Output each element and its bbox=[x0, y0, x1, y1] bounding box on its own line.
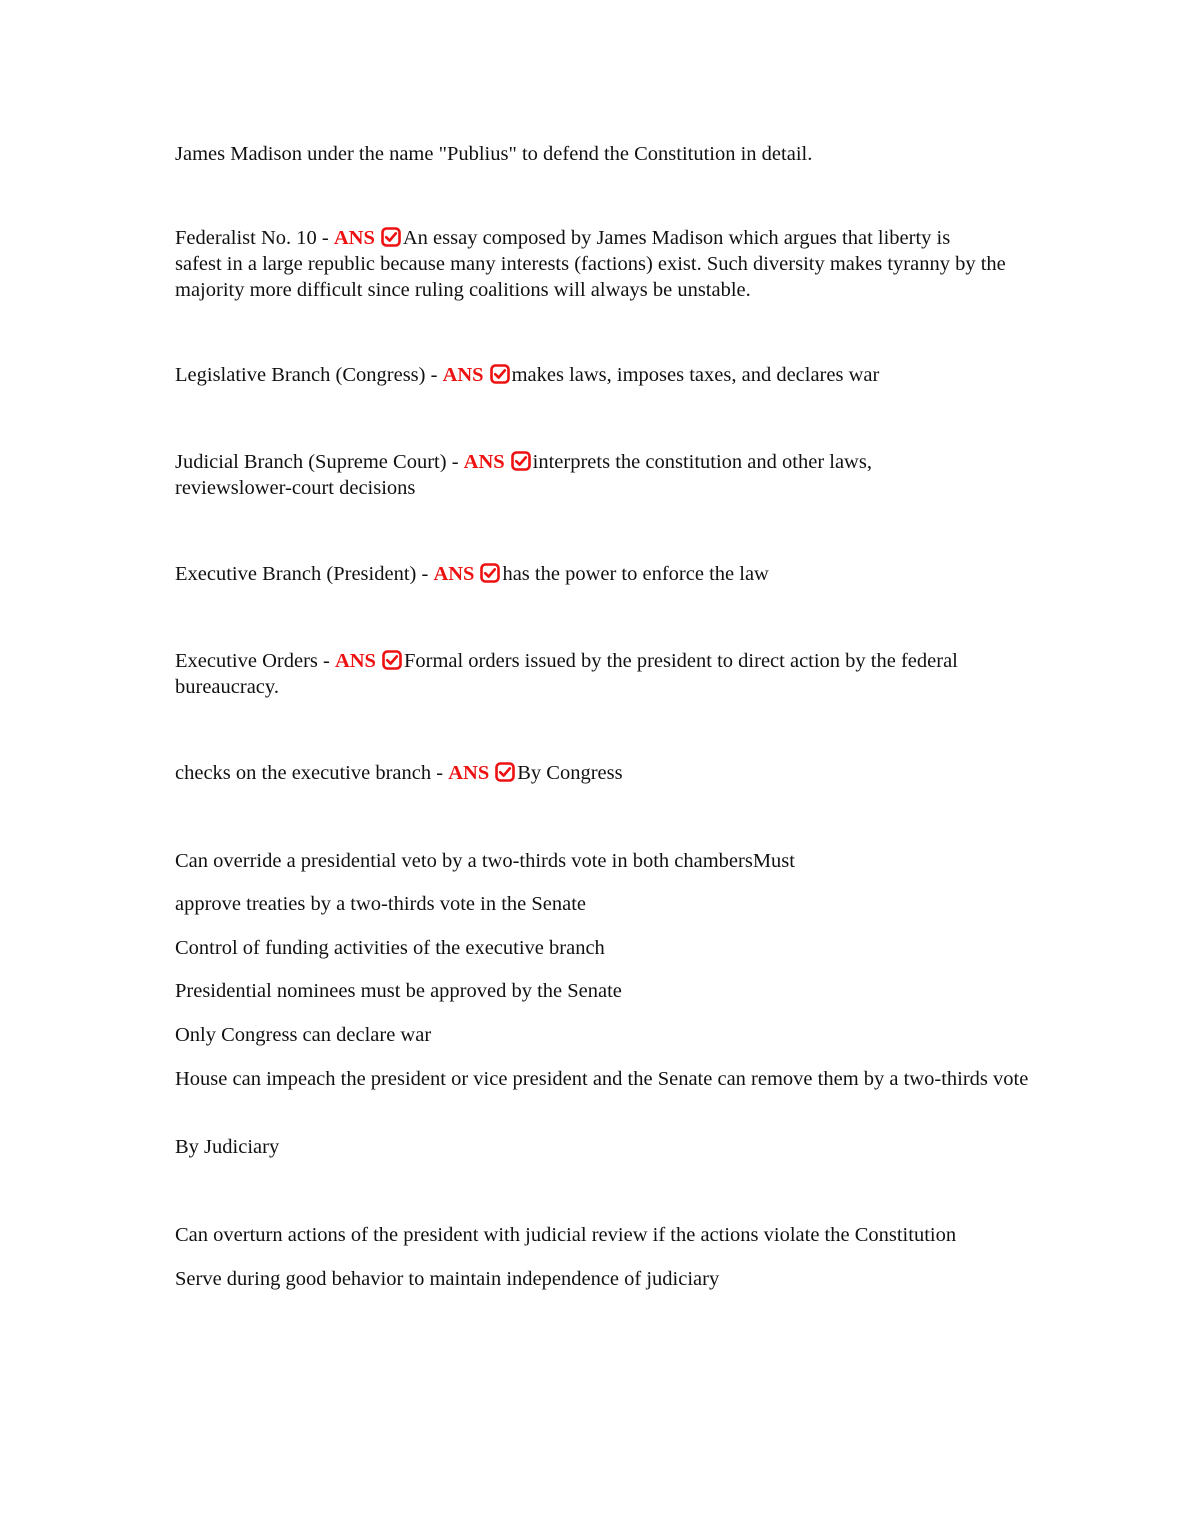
ans-label: ANS bbox=[442, 364, 484, 386]
intro-line: James Madison under the name "Publius" to defend the Constitution in detail. bbox=[175, 143, 813, 165]
qa-term: Legislative Branch (Congress) bbox=[175, 364, 426, 386]
qa-separator: - bbox=[316, 227, 334, 249]
list-item: House can impeach the president or vice president and the Senate can remove them by a two-thirds vote bbox=[175, 1068, 1029, 1090]
list-item: approve treaties by a two-thirds vote in the Senate bbox=[175, 893, 587, 915]
qa-answer-line1: Formal orders issued by the president to direct action by the federal bbox=[403, 650, 958, 672]
qa-entry-checks-executive bbox=[175, 760, 1035, 786]
check-box-icon bbox=[480, 563, 500, 583]
qa-entry-executive-orders bbox=[175, 648, 1035, 700]
qa-separator: - bbox=[317, 650, 335, 672]
check-box-icon bbox=[382, 650, 402, 670]
list-item: Only Congress can declare war bbox=[175, 1024, 432, 1046]
qa-answer-line1: By Congress bbox=[517, 762, 623, 784]
ans-label: ANS bbox=[448, 762, 490, 784]
list-item: By Judiciary bbox=[175, 1136, 280, 1158]
list-item: Control of funding activities of the executive branch bbox=[175, 937, 605, 959]
qa-answer-line1: An essay composed by James Madison which argues that liberty is bbox=[402, 227, 951, 249]
qa-entry-federalist-10 bbox=[175, 225, 1035, 303]
qa-answer-rest: reviewslower-court decisions bbox=[175, 477, 416, 499]
qa-term: Executive Orders bbox=[175, 650, 318, 672]
check-box-icon bbox=[495, 762, 515, 782]
ans-label: ANS bbox=[334, 650, 376, 672]
qa-separator: - bbox=[431, 762, 449, 784]
ans-label: ANS bbox=[333, 227, 375, 249]
qa-term: Judicial Branch (Supreme Court) bbox=[175, 451, 447, 473]
check-box-icon bbox=[490, 364, 510, 384]
check-box-icon bbox=[381, 227, 401, 247]
list-item: Can override a presidential veto by a two-thirds vote in both chambersMust bbox=[175, 850, 795, 872]
check-box-icon bbox=[511, 451, 531, 471]
qa-separator: - bbox=[416, 563, 434, 585]
qa-answer-line1: has the power to enforce the law bbox=[502, 563, 769, 585]
qa-entry-legislative-branch bbox=[175, 362, 1035, 388]
qa-separator: - bbox=[425, 364, 443, 386]
list-item: Can overturn actions of the president with judicial review if the actions violate the Constitution bbox=[175, 1224, 957, 1246]
qa-separator: - bbox=[446, 451, 464, 473]
qa-entry-executive-branch bbox=[175, 561, 1035, 587]
qa-answer-rest: safest in a large republic because many interests (factions) exist. Such diversity makes tyranny by the majority more difficult since ruling coalitions will always be unstable. bbox=[175, 253, 1006, 301]
qa-term: Executive Branch (President) bbox=[175, 563, 417, 585]
qa-entry-judicial-branch bbox=[175, 449, 1035, 501]
qa-answer-line1: makes laws, imposes taxes, and declares war bbox=[511, 364, 880, 386]
qa-answer-line1: interprets the constitution and other laws, bbox=[532, 451, 872, 473]
list-item: Presidential nominees must be approved by the Senate bbox=[175, 980, 622, 1002]
ans-label: ANS bbox=[433, 563, 475, 585]
list-item: Serve during good behavior to maintain independence of judiciary bbox=[175, 1268, 720, 1290]
qa-answer-rest: bureaucracy. bbox=[175, 676, 279, 698]
ans-label: ANS bbox=[463, 451, 505, 473]
qa-term: Federalist No. 10 bbox=[175, 227, 317, 249]
qa-term: checks on the executive branch bbox=[175, 762, 432, 784]
